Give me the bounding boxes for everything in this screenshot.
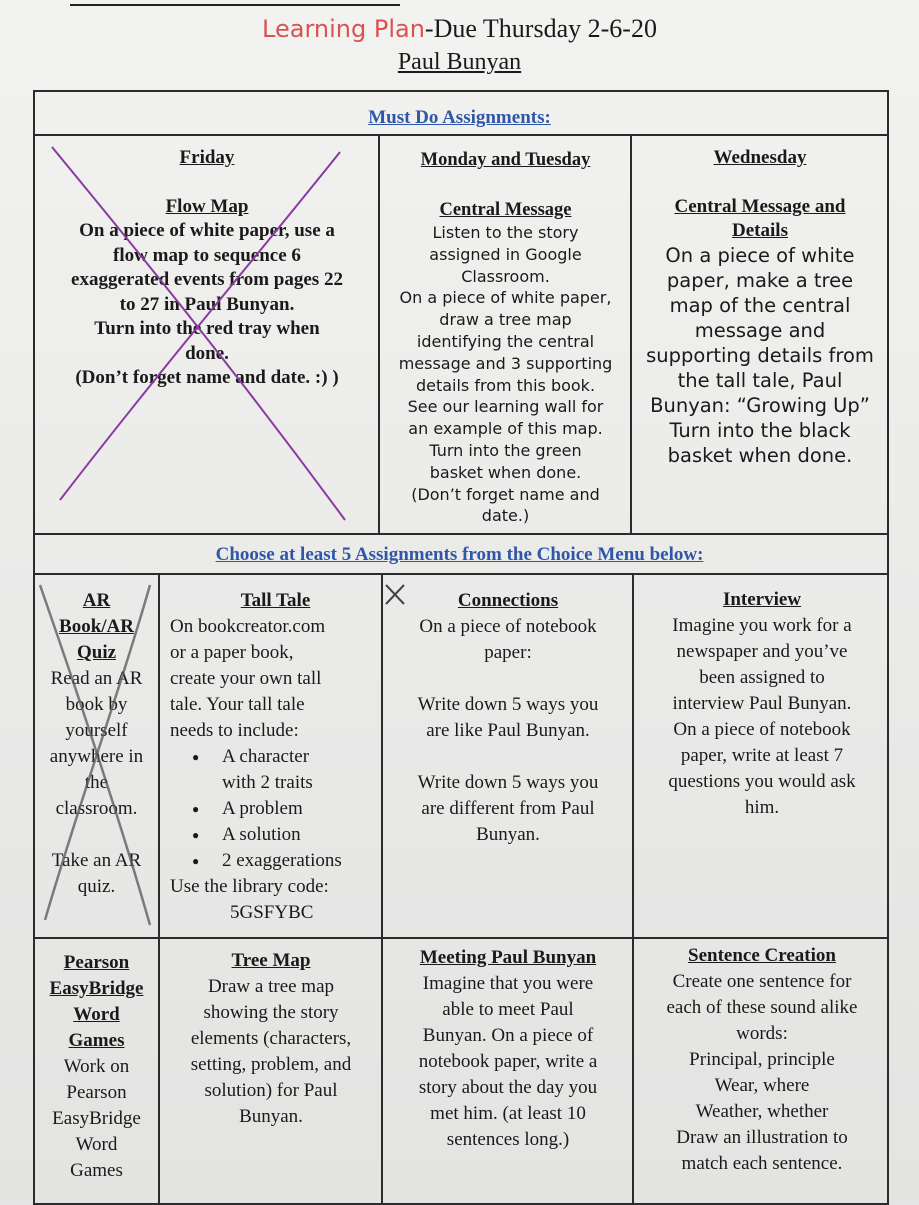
interview-line: newspaper and you’ve (676, 641, 848, 662)
library-code: 5GSFYBC (230, 902, 314, 923)
friday-line: (Don’t forget name and date. :) ) (75, 367, 339, 388)
ar-quiz-line: anywhere in (49, 746, 144, 767)
friday-line: Turn into the red tray when (94, 318, 320, 339)
title-prefix: Learning Plan (262, 15, 425, 43)
tall-tale-line: tale. Your tall tale (170, 694, 305, 715)
wednesday-line: the tall tale, Paul (677, 369, 843, 392)
sentence-creation-line: Draw an illustration to (676, 1127, 848, 1148)
interview-line: questions you would ask (668, 771, 856, 792)
tall-tale-bullet: ● 2 exaggerations (170, 848, 381, 874)
tall-tale-requirements (170, 744, 381, 874)
connections-line: Write down 5 ways you (417, 694, 599, 715)
meeting-line: met him. (at least 10 (430, 1103, 586, 1124)
friday-cell (36, 146, 378, 391)
divider (378, 134, 380, 533)
pearson-line: Games (70, 1160, 123, 1181)
monday-tuesday-line: draw a tree map (439, 310, 572, 330)
sentence-creation-cell (635, 943, 889, 1177)
wednesday-title: Central Message and (674, 196, 846, 217)
sentence-creation-line: each of these sound alike (666, 997, 858, 1018)
interview-cell (635, 587, 889, 821)
sentence-creation-line: Create one sentence for (672, 971, 852, 992)
divider (33, 937, 889, 939)
interview-line: Imagine you work for a (672, 615, 852, 636)
pearson-line: Pearson (66, 1082, 127, 1103)
tree-map-line: solution) for Paul (204, 1080, 338, 1101)
sentence-creation-title: Sentence Creation (688, 945, 836, 966)
title-suffix: -Due Thursday 2-6-20 (424, 14, 657, 43)
monday-tuesday-line: identifying the central (416, 331, 595, 351)
pearson-line: EasyBridge (52, 1108, 141, 1129)
tree-map-line: showing the story (203, 1002, 339, 1023)
sentence-creation-line: Principal, principle (689, 1049, 835, 1070)
sentence-creation-line: Wear, where (714, 1075, 810, 1096)
interview-line: On a piece of notebook (673, 719, 851, 740)
divider (33, 573, 889, 575)
divider (632, 573, 634, 1203)
monday-tuesday-line: date.) (481, 506, 530, 526)
connections-line (384, 666, 632, 692)
connections-line: paper: (484, 642, 532, 663)
meeting-line: Imagine that you were (422, 973, 594, 994)
monday-tuesday-line: message and 3 supporting (398, 353, 613, 373)
tall-tale-bullet: ● A solution (170, 822, 381, 848)
ar-quiz-line: Take an AR (51, 850, 142, 871)
ar-quiz-title: Quiz (76, 642, 117, 663)
friday-line: flow map to sequence 6 (113, 244, 301, 266)
wednesday-line: Turn into the black (669, 419, 851, 442)
connections-line: are like Paul Bunyan. (426, 720, 590, 741)
friday-line: to 27 in Paul Bunyan. (119, 293, 295, 315)
monday-tuesday-line: Turn into the green (429, 440, 582, 460)
monday-tuesday-line: (Don’t forget name and (411, 484, 600, 504)
tall-tale-bullet: ● A character (170, 744, 381, 770)
pearson-title: Games (68, 1030, 125, 1051)
divider (381, 573, 383, 1203)
connections-line: are different from Paul (421, 798, 595, 819)
divider (630, 134, 632, 533)
friday-day: Friday (179, 147, 235, 168)
monday-tuesday-line: basket when done. (429, 462, 582, 482)
connections-line: Write down 5 ways you (417, 772, 599, 793)
divider (158, 573, 160, 1203)
meeting-cell (384, 945, 632, 1153)
ar-quiz-cell (35, 588, 158, 900)
pearson-title: Pearson (63, 952, 130, 973)
friday-line: done. (185, 342, 229, 364)
connections-line (384, 744, 632, 770)
pearson-cell (35, 950, 158, 1184)
monday-tuesday-line: Classroom. (461, 266, 550, 286)
tall-tale-line: On bookcreator.com (170, 616, 326, 637)
meeting-line: able to meet Paul (442, 999, 574, 1020)
pearson-title: EasyBridge (49, 978, 144, 999)
interview-line: interview Paul Bunyan. (672, 693, 852, 714)
meeting-title: Meeting Paul Bunyan (419, 947, 597, 968)
monday-tuesday-line: details from this book. (415, 375, 596, 395)
ar-quiz-line: quiz. (77, 876, 116, 897)
sentence-creation-line: Weather, whether (695, 1101, 829, 1122)
meeting-line: Bunyan. On a piece of (422, 1025, 594, 1046)
friday-line: exaggerated events from pages 22 (71, 269, 343, 290)
ar-quiz-line: yourself (65, 720, 128, 741)
ar-quiz-title: AR (82, 590, 111, 611)
wednesday-line: paper, make a tree (666, 269, 854, 292)
choice-menu-heading: Choose at least 5 Assignments from the Choice Menu below: (215, 544, 704, 565)
wednesday-title: Details (732, 220, 788, 241)
ar-quiz-line: classroom. (55, 798, 138, 819)
ar-quiz-line (35, 822, 158, 848)
pearson-line: Word (75, 1134, 118, 1155)
tall-tale-line: create your own tall (170, 668, 322, 689)
page-title (0, 12, 919, 46)
ar-quiz-line: book by (65, 694, 128, 715)
must-do-heading: Must Do Assignments: (368, 107, 551, 128)
tree-map-title: Tree Map (231, 950, 311, 971)
friday-title: Flow Map (165, 195, 249, 217)
divider (33, 134, 889, 136)
wednesday-line: On a piece of white (665, 244, 855, 267)
ar-quiz-line: the (84, 772, 109, 793)
pearson-title: Word (73, 1004, 120, 1025)
tree-map-line: elements (characters, (190, 1028, 352, 1049)
connections-line: Bunyan. (476, 824, 540, 845)
monday-tuesday-line: Listen to the story (432, 223, 579, 242)
wednesday-cell (633, 146, 887, 468)
sentence-creation-line: match each sentence. (681, 1153, 843, 1174)
connections-title: Connections (457, 590, 559, 611)
tall-tale-line: needs to include: (170, 720, 299, 741)
meeting-line: notebook paper, write a (418, 1051, 598, 1072)
tall-tale-bullet-continued: with 2 traits (222, 772, 313, 793)
sentence-creation-line: words: (736, 1023, 788, 1044)
interview-line: paper, write at least 7 (680, 745, 844, 766)
interview-title: Interview (722, 589, 802, 610)
monday-tuesday-line: See our learning wall for (407, 397, 604, 417)
tall-tale-line: or a paper book, (170, 642, 294, 663)
wednesday-line: basket when done. (667, 444, 853, 467)
tall-tale-line: Use the library code: (170, 876, 329, 897)
tree-map-line: setting, problem, and (190, 1054, 352, 1075)
ar-quiz-title: Book/AR (59, 616, 134, 637)
tall-tale-title: Tall Tale (240, 590, 311, 611)
monday-tuesday-day: Monday and Tuesday (420, 150, 591, 170)
wednesday-line: map of the central (669, 294, 851, 317)
friday-line: On a piece of white paper, use a (79, 220, 335, 241)
tree-map-line: Bunyan. (239, 1106, 303, 1127)
meeting-line: sentences long.) (446, 1129, 570, 1150)
tall-tale-cell (162, 588, 381, 926)
interview-line: been assigned to (699, 667, 825, 688)
wednesday-line: message and (694, 319, 826, 342)
pearson-line: Work on (63, 1056, 130, 1077)
connections-cell (384, 588, 632, 848)
meeting-line: story about the day you (418, 1077, 598, 1098)
name-line (70, 4, 400, 6)
wednesday-line: Bunyan: “Growing Up” (650, 394, 870, 417)
tree-map-line: Draw a tree map (207, 976, 335, 997)
ar-quiz-line: Read an AR (50, 668, 143, 689)
tree-map-cell (161, 948, 381, 1130)
monday-tuesday-line: assigned in Google (429, 244, 582, 264)
wednesday-day: Wednesday (713, 147, 807, 168)
page-subtitle: Paul Bunyan (397, 49, 522, 75)
wednesday-line: supporting details from (646, 344, 874, 367)
monday-tuesday-cell (381, 148, 630, 527)
connections-line: On a piece of notebook (419, 616, 597, 637)
monday-tuesday-line: an example of this map. (408, 419, 603, 439)
monday-tuesday-line: On a piece of white paper, (399, 288, 612, 308)
divider (33, 533, 889, 535)
tall-tale-bullet: ● A problem (170, 796, 381, 822)
monday-tuesday-title: Central Message (439, 200, 572, 220)
interview-line: him. (744, 797, 780, 818)
